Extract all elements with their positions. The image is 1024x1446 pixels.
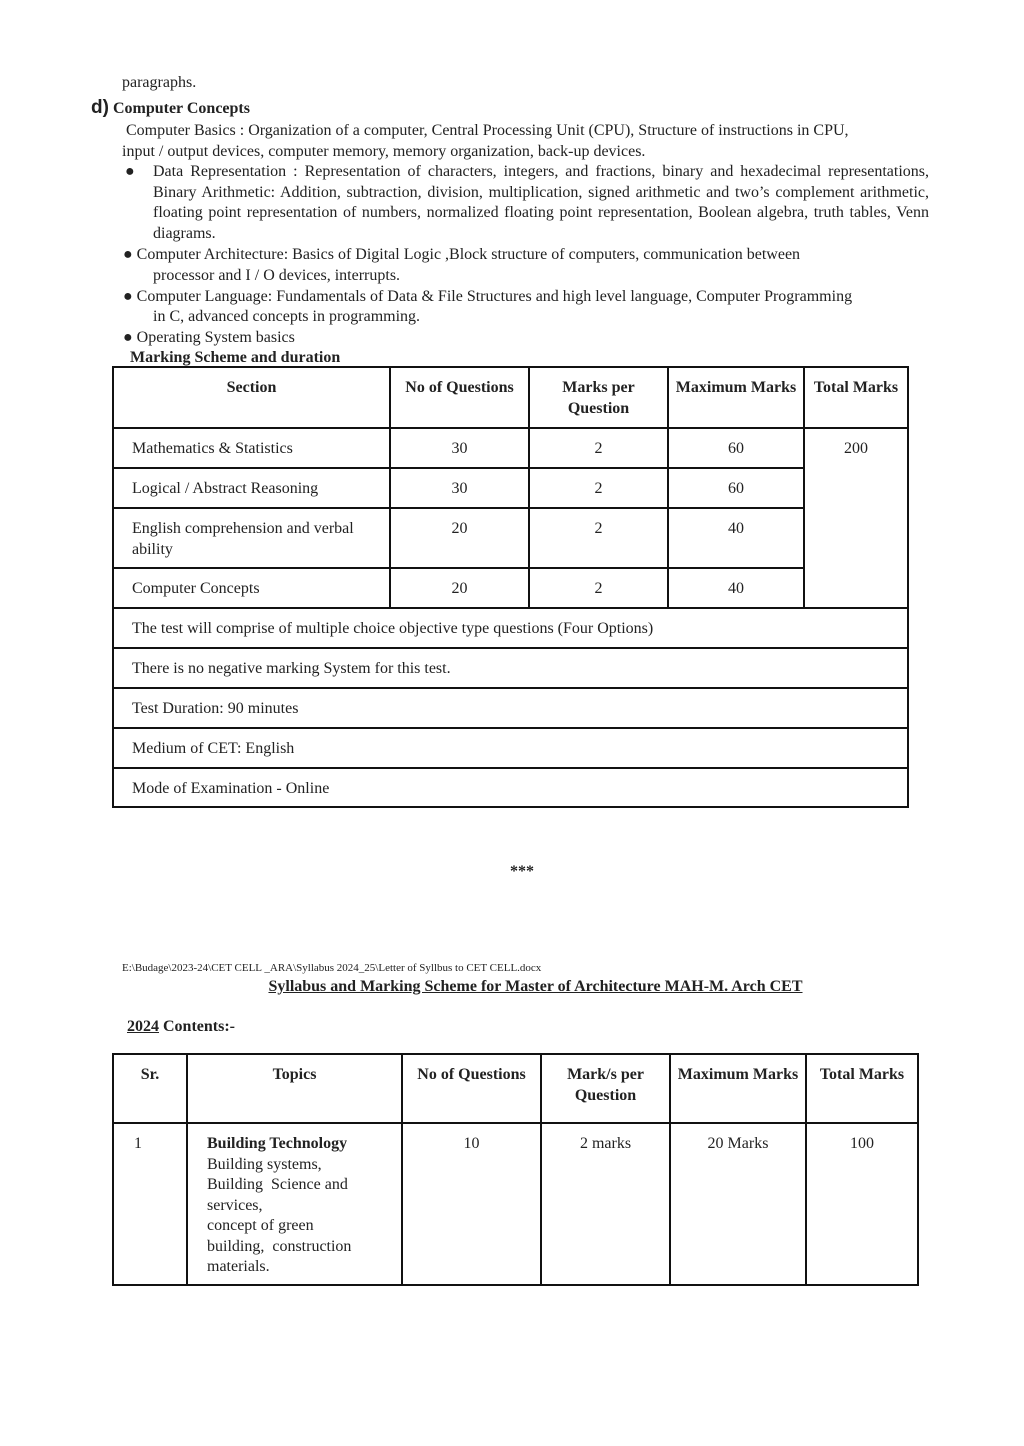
- march-syllabus-table: [112, 1053, 919, 1286]
- topic-line: building, construction: [207, 1237, 352, 1255]
- header-section: Section: [113, 367, 390, 428]
- header-total: Total Marks: [804, 367, 908, 428]
- cell-max: 60: [668, 428, 804, 468]
- cell-section: Logical / Abstract Reasoning: [113, 468, 390, 508]
- bullet-symbol: ●: [123, 329, 133, 346]
- cell-max: 40: [668, 568, 804, 608]
- note-format: The test will comprise of multiple choice objective type questions (Four Options): [113, 608, 908, 648]
- cell-max: 40: [668, 508, 804, 568]
- cell-section: Mathematics & Statistics: [113, 428, 390, 468]
- table-row: [113, 568, 908, 608]
- cell-sr: 1: [113, 1123, 187, 1285]
- intro-tail: paragraphs.: [122, 74, 197, 91]
- separator: ***: [510, 863, 534, 880]
- header-questions: No of Questions: [390, 367, 529, 428]
- cell-marks-per: 2 marks: [541, 1123, 670, 1285]
- table-row: [113, 508, 908, 568]
- cell-section: English comprehension and verbal ability: [113, 508, 390, 568]
- cell-questions: 30: [390, 468, 529, 508]
- contents-label: [127, 1017, 235, 1037]
- marking-caption: Marking Scheme and duration: [130, 349, 341, 366]
- bullet-architecture-line1: [123, 245, 800, 265]
- topic-line: Building systems,: [207, 1155, 322, 1173]
- table-row: [113, 428, 908, 468]
- table-header-row: [113, 1054, 918, 1123]
- bullet-language-line2: in C, advanced concepts in programming.: [153, 308, 421, 325]
- bullet-language-line1: [123, 287, 852, 307]
- table-note-row: [113, 608, 908, 648]
- cell-questions: 20: [390, 568, 529, 608]
- cell-max: 20 Marks: [670, 1123, 806, 1285]
- bullet-text: Operating System basics: [136, 329, 295, 346]
- section-d-heading: [91, 98, 250, 119]
- table-note-row: [113, 728, 908, 768]
- basics-line-2: input / output devices, computer memory, memory organization, back-up devices.: [122, 143, 646, 160]
- table-row: [113, 1123, 918, 1285]
- cell-total: 200: [804, 428, 908, 608]
- note-duration: Test Duration: 90 minutes: [113, 688, 908, 728]
- header-max: Maximum Marks: [668, 367, 804, 428]
- section-letter: d): [91, 97, 109, 118]
- bullet-os: [123, 328, 295, 348]
- marking-scheme-table: [112, 366, 909, 808]
- bullet-architecture-line2: processor and I / O devices, interrupts.: [153, 267, 401, 284]
- note-mode: Mode of Examination - Online: [113, 768, 908, 807]
- note-medium: Medium of CET: English: [113, 728, 908, 768]
- bullet-text: Data Representation : Representation of characters, integers, and fractions, binary and hexadecimal representations, Binary Arithmetic: Addition, subtraction, division, multiplication, signed arithmetic and two’s complement arithmetic, floating point representation of numbers, normalized floating point representation, Boolean algebra, truth tables, Venn diagrams.: [153, 163, 929, 242]
- header-total: Total Marks: [806, 1054, 918, 1123]
- cell-questions: 30: [390, 428, 529, 468]
- bullet-symbol: ●: [123, 288, 133, 305]
- cell-total: 100: [806, 1123, 918, 1285]
- table-header-row: [113, 367, 908, 428]
- cell-marks-per: 2: [529, 428, 668, 468]
- topic-line: services,: [207, 1196, 263, 1214]
- basics-line-1: Computer Basics : Organization of a computer, Central Processing Unit (CPU), Structure of instructions in CPU,: [126, 122, 849, 139]
- section-title: Computer Concepts: [112, 100, 250, 117]
- cell-questions: 20: [390, 508, 529, 568]
- header-questions: No of Questions: [402, 1054, 541, 1123]
- table-note-row: [113, 768, 908, 807]
- cell-section: Computer Concepts: [113, 568, 390, 608]
- header-topics: Topics: [187, 1054, 402, 1123]
- table-note-row: [113, 648, 908, 688]
- bullet-text: Computer Language: Fundamentals of Data & File Structures and high level language, Computer Programming: [136, 288, 853, 305]
- header-sr: Sr.: [113, 1054, 187, 1123]
- cell-questions: 10: [402, 1123, 541, 1285]
- header-marks-per: Marks per Question: [529, 367, 668, 428]
- bullet-symbol: ●: [123, 246, 133, 263]
- file-path: E:\Budage\2023-24\CET CELL _ARA\Syllabus 2024_25\Letter of Syllbus to CET CELL.docx: [122, 962, 542, 974]
- cell-marks-per: 2: [529, 508, 668, 568]
- cell-topic: [187, 1123, 402, 1285]
- topic-line: Building Science and: [207, 1176, 348, 1193]
- table-row: [113, 468, 908, 508]
- contents-text: Contents:-: [159, 1018, 235, 1035]
- bullet-data-representation: [147, 162, 929, 244]
- contents-year: 2024: [127, 1018, 159, 1035]
- cell-marks-per: 2: [529, 568, 668, 608]
- bullet-symbol: ●: [125, 163, 135, 180]
- cell-marks-per: 2: [529, 468, 668, 508]
- header-max: Maximum Marks: [670, 1054, 806, 1123]
- bullet-text: Computer Architecture: Basics of Digital Logic ,Block structure of computers, communication between: [136, 246, 801, 263]
- note-negative-marking: There is no negative marking System for this test.: [113, 648, 908, 688]
- header-marks-per: Mark/s per Question: [541, 1054, 670, 1123]
- topic-title: Building Technology: [207, 1135, 348, 1152]
- cell-max: 60: [668, 468, 804, 508]
- topic-line: concept of green: [207, 1217, 314, 1234]
- march-heading: Syllabus and Marking Scheme for Master of Architecture MAH-M. Arch CET: [268, 978, 803, 995]
- topic-line: materials.: [207, 1258, 270, 1275]
- table-note-row: [113, 688, 908, 728]
